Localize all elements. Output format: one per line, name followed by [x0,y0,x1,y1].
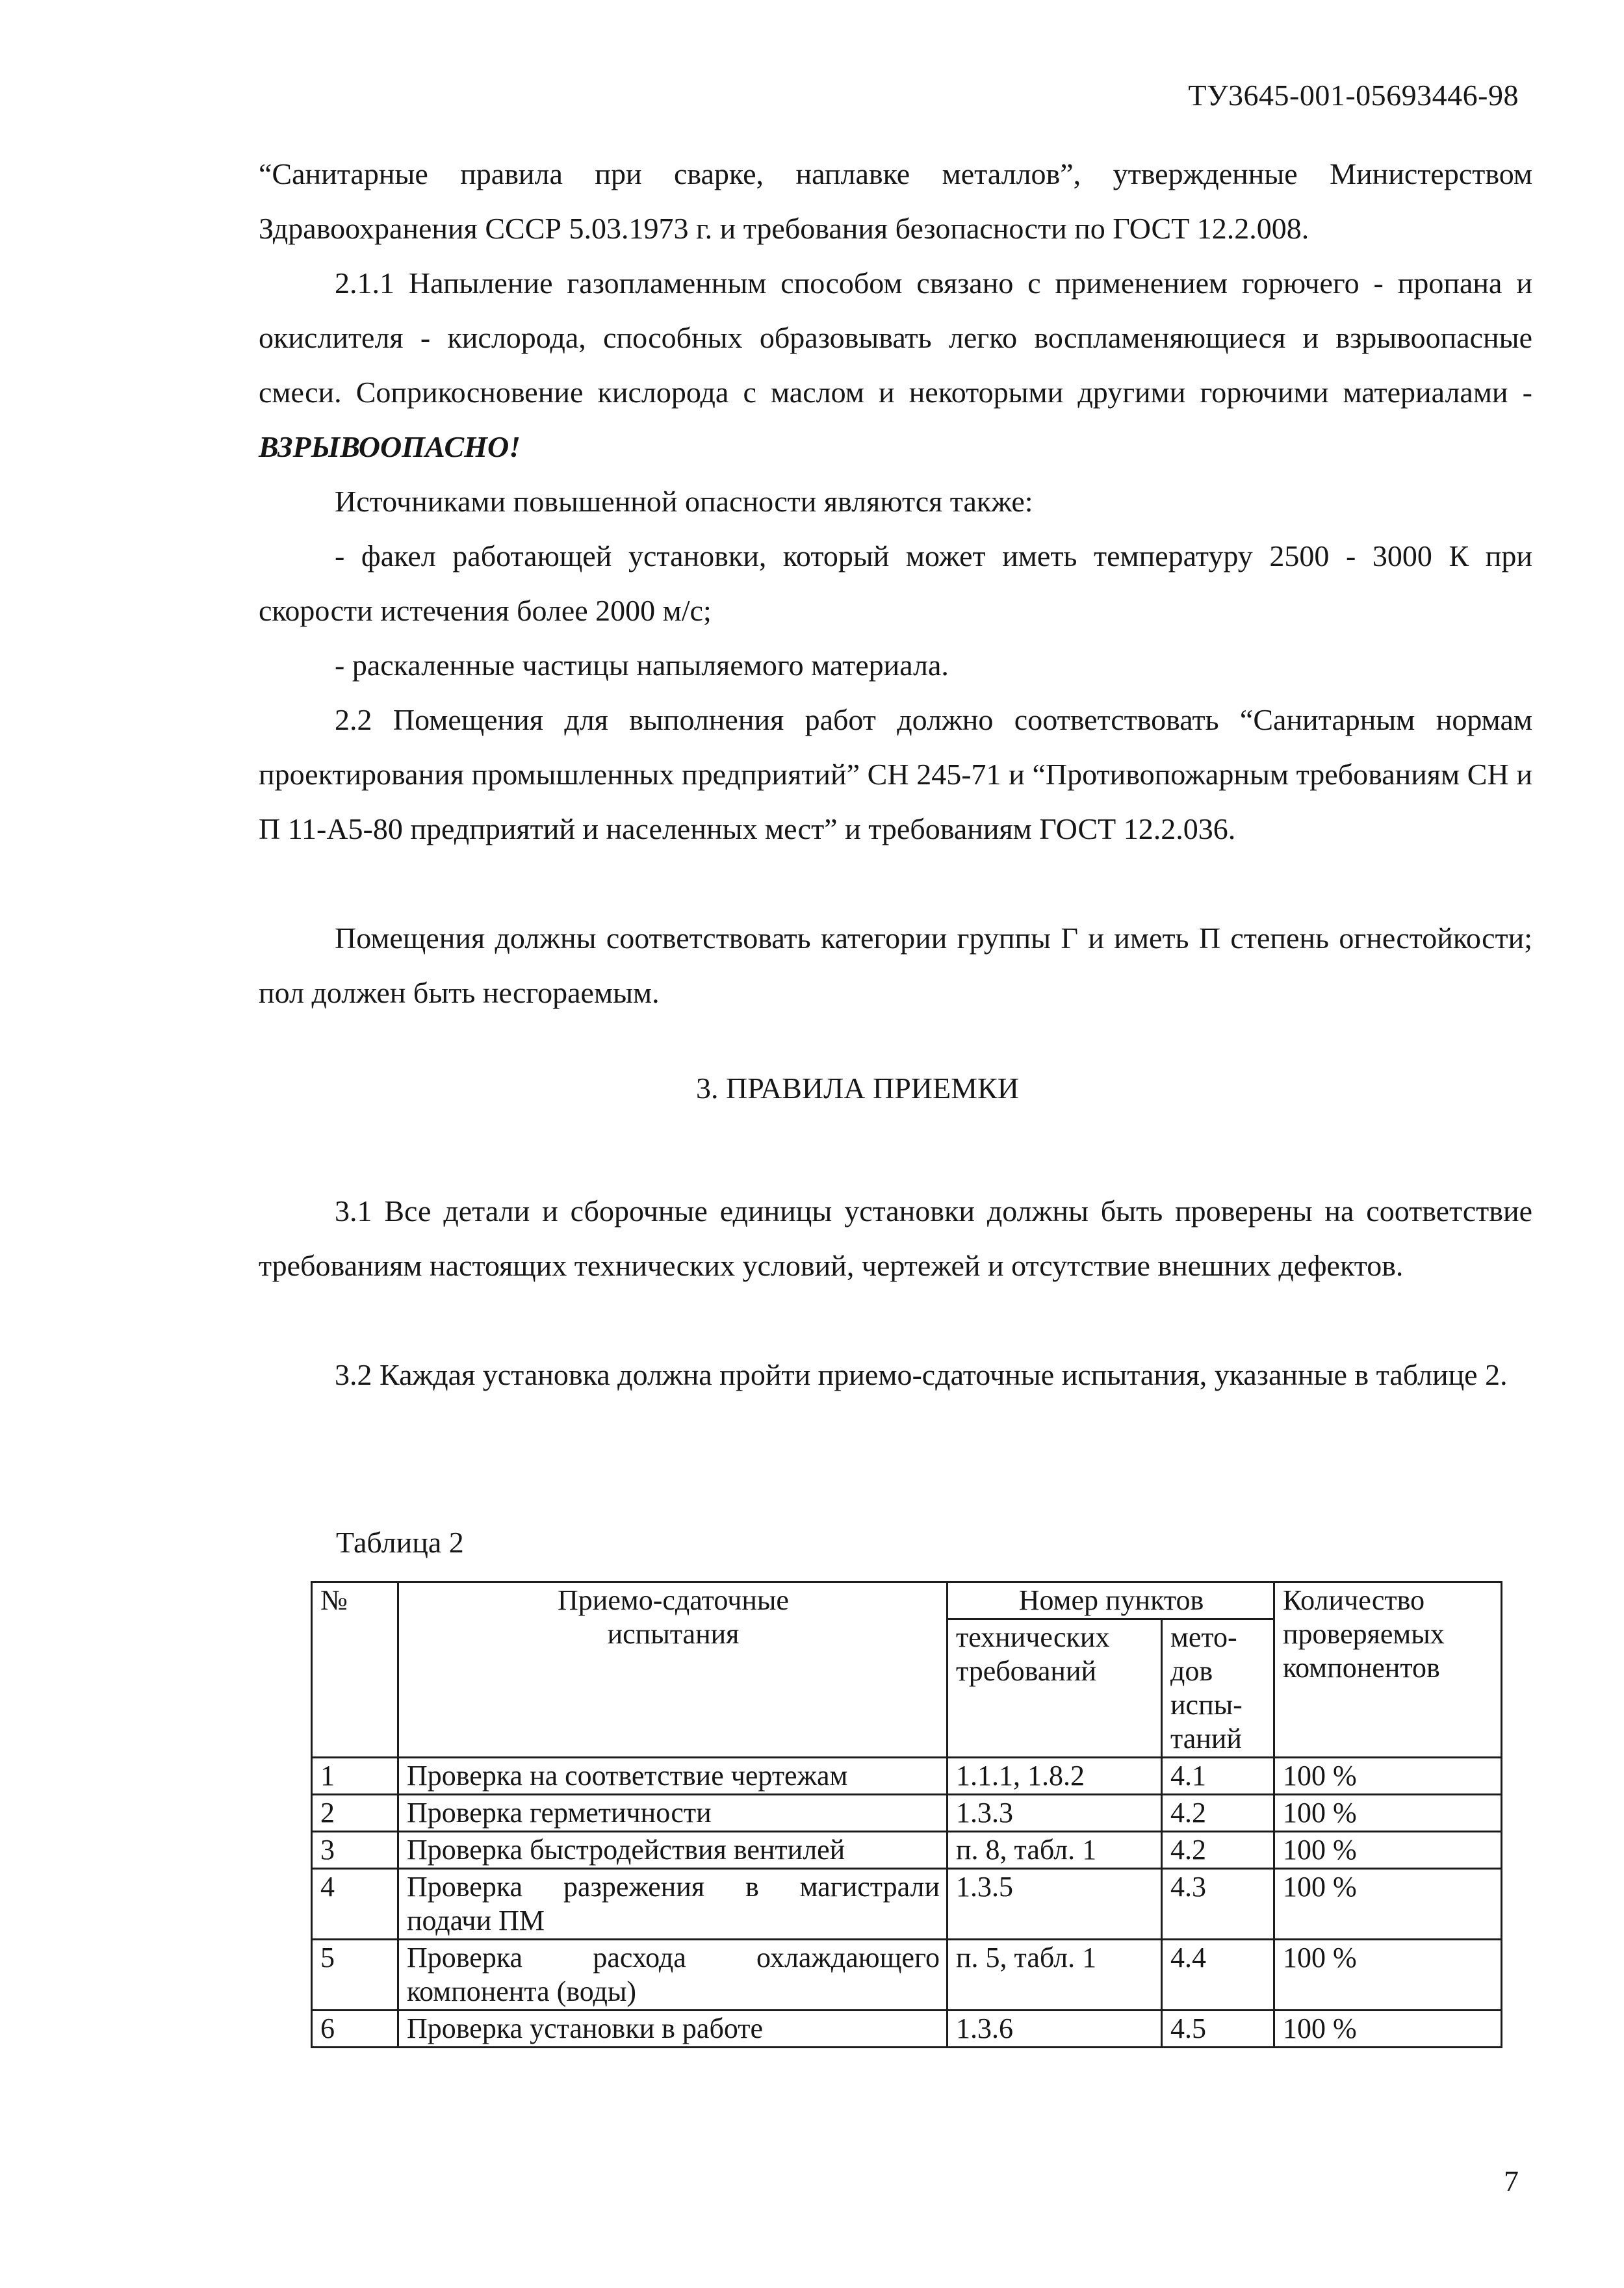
table-row [312,1869,1502,1940]
paragraph-3-1: 3.1 Все детали и сборочные единицы установки должны быть проверены на соответствие требованиям настоящих технических условий, чертежей и отсутствие внешних дефектов. [259,1194,1532,1282]
header-quantity: Количество проверяемых компонентов [1274,1582,1502,1758]
row-qty: 100 % [1274,2011,1502,2048]
document-code: ТУ3645-001-05693446-98 [1188,79,1519,112]
section-title: 3. ПРАВИЛА ПРИЕМКИ [696,1072,1019,1105]
paragraph-2-2: 2.2 Помещения для выполнения работ должно соответствовать “Санитарным нормам проектирования промышленных предприятий” СН 245-71 и “Противопожарным требованиям СН и П 11-А5-80 предприятий и населенных мест” и требованиям ГОСТ 12.2.036. [259,703,1532,845]
row-tech: 1.1.1, 1.8.2 [947,1758,1162,1795]
row-tech: п. 5, табл. 1 [947,1940,1162,2011]
table-row [312,2011,1502,2048]
table-row [312,1940,1502,2011]
row-method: 4.2 [1162,1795,1274,1832]
row-number: 3 [312,1832,398,1869]
row-tech: п. 8, табл. 1 [947,1832,1162,1869]
row-number: 5 [312,1940,398,2011]
paragraph-sanitary-rules: “Санитарные правила при сварке, наплавке металлов”, утвержденные Министерством Здравоохранения СССР 5.03.1973 г. и требования безопасности по ГОСТ 12.2.008. [259,157,1532,245]
paragraph-2-1-1 [259,256,1532,474]
header-test-name: Приемо-сдаточные испытания [398,1582,947,1758]
page-number: 7 [1504,2165,1519,2198]
row-method: 4.4 [1162,1940,1274,2011]
paragraph-3-2: 3.2 Каждая установка должна пройти приемо-сдаточные испытания, указанные в таблице 2. [335,1358,1508,1391]
header-tech-requirements: технических требований [947,1619,1162,1758]
row-method: 4.3 [1162,1869,1274,1940]
paragraph-hot-particles: - раскаленные частицы напыляемого материала. [335,649,949,682]
paragraph-2-1-1-text: 2.1.1 Напыление газопламенным способом связано с применением горючего - пропана и окислителя - кислорода, способных образовывать легко воспламеняющиеся и взрывоопасные смеси. Соприкосновение кислорода с маслом и некоторыми другими горючими материалами - [259,266,1532,409]
row-test: Проверка расхода охлаждающего компонента (воды) [398,1940,947,2011]
row-test: Проверка герметичности [398,1795,947,1832]
row-test: Проверка разрежения в магистрали подачи ПМ [398,1869,947,1940]
paragraph-torch-hazard: - факел работающей установки, который может иметь температуру 2500 - 3000 К при скорости истечения более 2000 м/с; [259,539,1532,627]
header-number: № [312,1582,398,1758]
row-number: 1 [312,1758,398,1795]
table-caption: Таблица 2 [336,1526,464,1559]
row-tech: 1.3.5 [947,1869,1162,1940]
row-qty: 100 % [1274,1940,1502,2011]
row-test: Проверка на соответствие чертежам [398,1758,947,1795]
table-row [312,1832,1502,1869]
table-row [312,1758,1502,1795]
acceptance-tests-table [311,1581,1502,2048]
row-qty: 100 % [1274,1758,1502,1795]
row-qty: 100 % [1274,1832,1502,1869]
paragraph-hazard-sources: Источниками повышенной опасности являются также: [335,485,1033,518]
row-method: 4.1 [1162,1758,1274,1795]
row-qty: 100 % [1274,1869,1502,1940]
table-header-row [312,1582,1502,1619]
row-tech: 1.3.3 [947,1795,1162,1832]
row-test: Проверка быстродействия вентилей [398,1832,947,1869]
explosive-warning: ВЗРЫВООПАСНО! [259,430,521,463]
row-number: 4 [312,1869,398,1940]
row-method: 4.5 [1162,2011,1274,2048]
table-row [312,1795,1502,1832]
row-method: 4.2 [1162,1832,1274,1869]
header-item-numbers: Номер пунктов [947,1582,1274,1619]
row-qty: 100 % [1274,1795,1502,1832]
header-test-methods: мето- дов испы- таний [1162,1619,1274,1758]
row-number: 6 [312,2011,398,2048]
row-tech: 1.3.6 [947,2011,1162,2048]
row-number: 2 [312,1795,398,1832]
row-test: Проверка установки в работе [398,2011,947,2048]
paragraph-premises-category: Помещения должны соответствовать категории группы Г и иметь П степень огнестойкости; пол должен быть несгораемым. [259,921,1532,1009]
